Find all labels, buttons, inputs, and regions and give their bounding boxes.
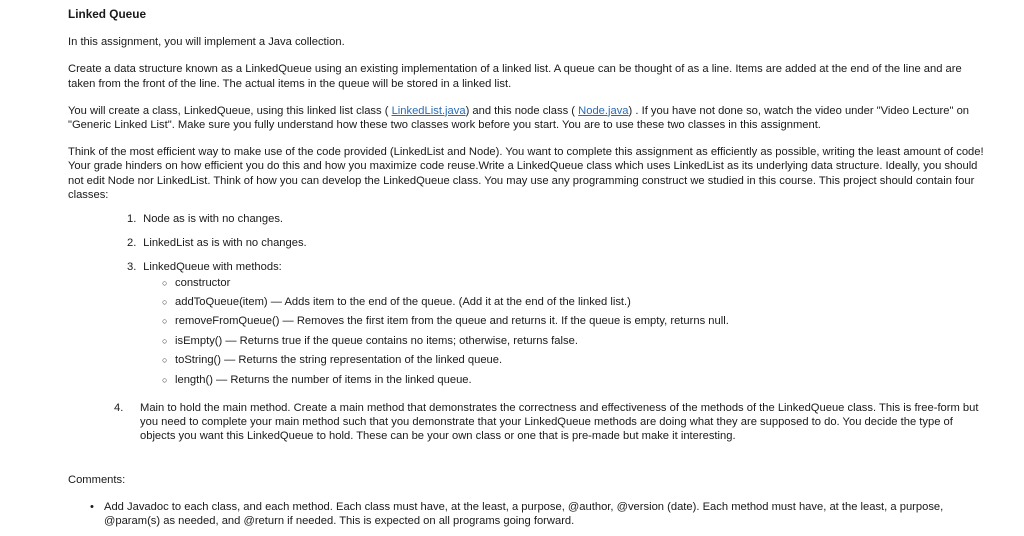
classes-paragraph bbox=[68, 104, 988, 132]
method-item bbox=[162, 314, 988, 328]
intro-paragraph: In this assignment, you will implement a Java collection. bbox=[68, 36, 345, 49]
method-text: addToQueue(item) — Adds item to the end of the queue. (Add it at the end of the linked list.) bbox=[175, 296, 631, 309]
method-text: isEmpty() — Returns true if the queue contains no items; otherwise, returns false. bbox=[175, 334, 578, 347]
method-item bbox=[162, 295, 988, 309]
node-java-link[interactable]: Node.java bbox=[578, 104, 629, 117]
method-list bbox=[162, 276, 988, 387]
bullet-dot-icon: • bbox=[90, 500, 94, 513]
classes-paragraph-text-after: ) . If you have not done so, watch the video under "Video Lecture" on "Generic Linked List". Make sure you fully understand how these two classes work before you start. You are to use these two classes in this assignment. bbox=[68, 104, 970, 132]
linkedlist-java-link[interactable]: LinkedList.java bbox=[391, 104, 466, 117]
class-item-main bbox=[114, 401, 990, 444]
method-text: removeFromQueue() — Removes the first item from the queue and returns it. If the queue is empty, returns null. bbox=[175, 315, 729, 328]
circle-bullet-icon: ○ bbox=[162, 355, 168, 366]
page-title: Linked Queue bbox=[68, 7, 147, 21]
circle-bullet-icon: ○ bbox=[162, 316, 168, 327]
class-list bbox=[127, 212, 988, 387]
comment-item bbox=[90, 500, 964, 528]
class-item-number: 4. bbox=[114, 401, 124, 414]
method-text: constructor bbox=[175, 276, 231, 289]
comments-list bbox=[90, 500, 988, 528]
circle-bullet-icon: ○ bbox=[162, 335, 168, 346]
class-item-number: 1. bbox=[127, 213, 137, 226]
method-item bbox=[162, 353, 988, 367]
method-text: length() — Returns the number of items in the linked queue. bbox=[175, 373, 472, 386]
method-item bbox=[162, 334, 988, 348]
comment-text: Add Javadoc to each class, and each method. Each class must have, at the least, a purpose, @author, @version (date). Each method must have, at the least, a purpose, @param(s) as needed, and @return if needed. This is expected on all programs going forward. bbox=[104, 500, 944, 527]
class-item-number: 2. bbox=[127, 237, 137, 250]
comments-heading: Comments: bbox=[68, 474, 126, 487]
class-item-text: LinkedQueue with methods: bbox=[143, 261, 282, 274]
classes-paragraph-text-before: You will create a class, LinkedQueue, using this linked list class ( bbox=[68, 104, 392, 117]
class-item-node bbox=[127, 212, 988, 226]
method-item bbox=[162, 276, 988, 290]
classes-paragraph-text-middle: ) and this node class ( bbox=[465, 104, 579, 117]
class-item-text: LinkedList as is with no changes. bbox=[143, 237, 307, 250]
class-item-text: Node as is with no changes. bbox=[143, 213, 284, 226]
efficiency-paragraph: Think of the most efficient way to make use of the code provided (LinkedList and Node). You want to complete this assignment as efficiently as possible, writing the least amount of code! Your grade hinders on how efficient you do this and how you maximize code reuse.Write a LinkedQueue class which uses LinkedList as its underlying data structure. Ideally, you should not edit Node nor LinkedList. Think of how you can develop the LinkedQueue class. You may use any programming construct we studied in this course. This project should contain four classes: bbox=[68, 146, 984, 201]
method-item bbox=[162, 373, 988, 387]
circle-bullet-icon: ○ bbox=[162, 277, 168, 288]
class-item-text: Main to hold the main method. Create a main method that demonstrates the correctness and effectiveness of the methods of the LinkedQueue class. This is free-form but you need to complete your main method such that you demonstrate that your LinkedQueue methods are doing what they are supposed to do. You decide the type of objects you want this LinkedQueue to hold. These can be your own class or one that is pre-made but make it interesting. bbox=[140, 401, 979, 443]
method-text: toString() — Returns the string representation of the linked queue. bbox=[175, 354, 503, 367]
circle-bullet-icon: ○ bbox=[162, 297, 168, 308]
assignment-document bbox=[68, 7, 988, 528]
description-paragraph: Create a data structure known as a LinkedQueue using an existing implementation of a linked list. A queue can be thought of as a line. Items are added at the end of the line and are taken from the front of the line. The actual items in the queue will be stored in a linked list. bbox=[68, 63, 962, 90]
class-item-linkedlist bbox=[127, 236, 988, 250]
circle-bullet-icon: ○ bbox=[162, 374, 168, 385]
class-item-number: 3. bbox=[127, 261, 137, 274]
class-item-linkedqueue bbox=[127, 260, 988, 386]
